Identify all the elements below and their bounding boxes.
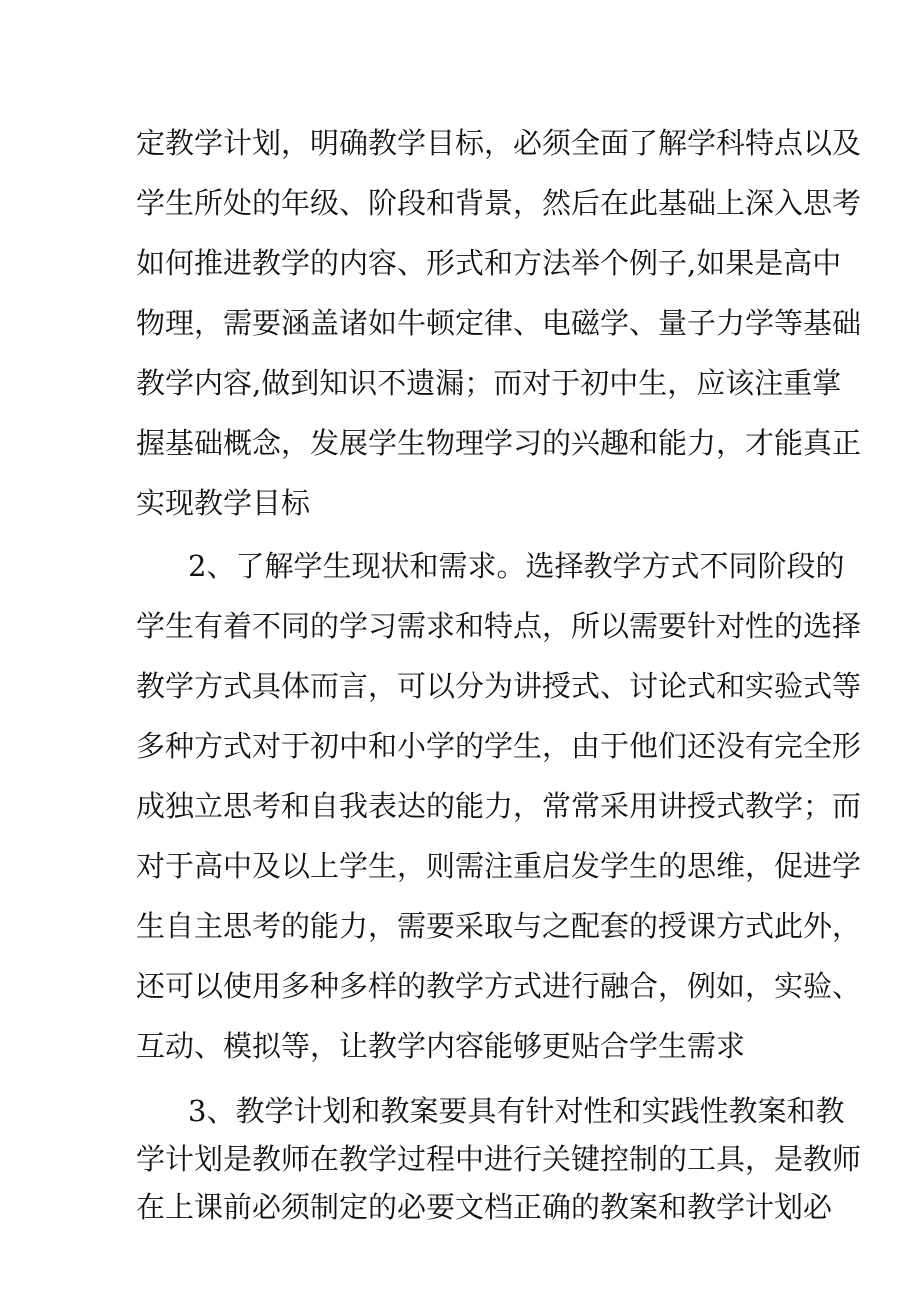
paragraph-2-line-9: 互动、模拟等，让教学内容能够更贴合学生需求 [136, 1029, 746, 1063]
paragraph-2-line-1: 2、了解学生现状和需求。选择教学方式不同阶段的 [188, 549, 845, 583]
paragraph-3-line-2: 学计划是教师在教学过程中进行关键控制的工具，是教师 [136, 1142, 862, 1176]
paragraph-2-line-4: 多种方式对于初中和小学的学生，由于他们还没有完全形 [136, 729, 862, 763]
paragraph-3-line-1: 3、教学计划和教案要具有针对性和实践性教案和教 [188, 1094, 845, 1128]
paragraph-1-line-4: 物理，需要涵盖诸如牛顿定律、电磁学、量子力学等基础 [136, 306, 862, 340]
paragraph-1-line-5: 教学内容,做到知识不遗漏；而对于初中生，应该注重掌 [136, 366, 842, 400]
paragraph-1-line-1: 定教学计划，明确教学目标，必须全面了解学科特点以及 [136, 126, 862, 160]
paragraph-1-line-6: 握基础概念，发展学生物理学习的兴趣和能力，才能真正 [136, 426, 862, 460]
paragraph-2-line-8: 还可以使用多种多样的教学方式进行融合，例如，实验、 [136, 969, 862, 1003]
paragraph-2-line-7: 生自主思考的能力，需要采取与之配套的授课方式此外， [136, 909, 862, 943]
paragraph-1-line-3: 如何推进教学的内容、形式和方法举个例子,如果是高中 [136, 246, 842, 280]
paragraph-2-line-6: 对于高中及以上学生，则需注重启发学生的思维，促进学 [136, 849, 862, 883]
paragraph-1-line-7: 实现教学目标 [136, 486, 311, 520]
paragraph-2-line-2: 学生有着不同的学习需求和特点，所以需要针对性的选择 [136, 609, 862, 643]
paragraph-3-line-3: 在上课前必须制定的必要文档正确的教案和教学计划必 [136, 1190, 833, 1224]
paragraph-1-line-2: 学生所处的年级、阶段和背景，然后在此基础上深入思考 [136, 186, 862, 220]
paragraph-2-line-3: 教学方式具体而言，可以分为讲授式、讨论式和实验式等 [136, 669, 862, 703]
paragraph-2-line-5: 成独立思考和自我表达的能力，常常采用讲授式教学；而 [136, 789, 862, 823]
